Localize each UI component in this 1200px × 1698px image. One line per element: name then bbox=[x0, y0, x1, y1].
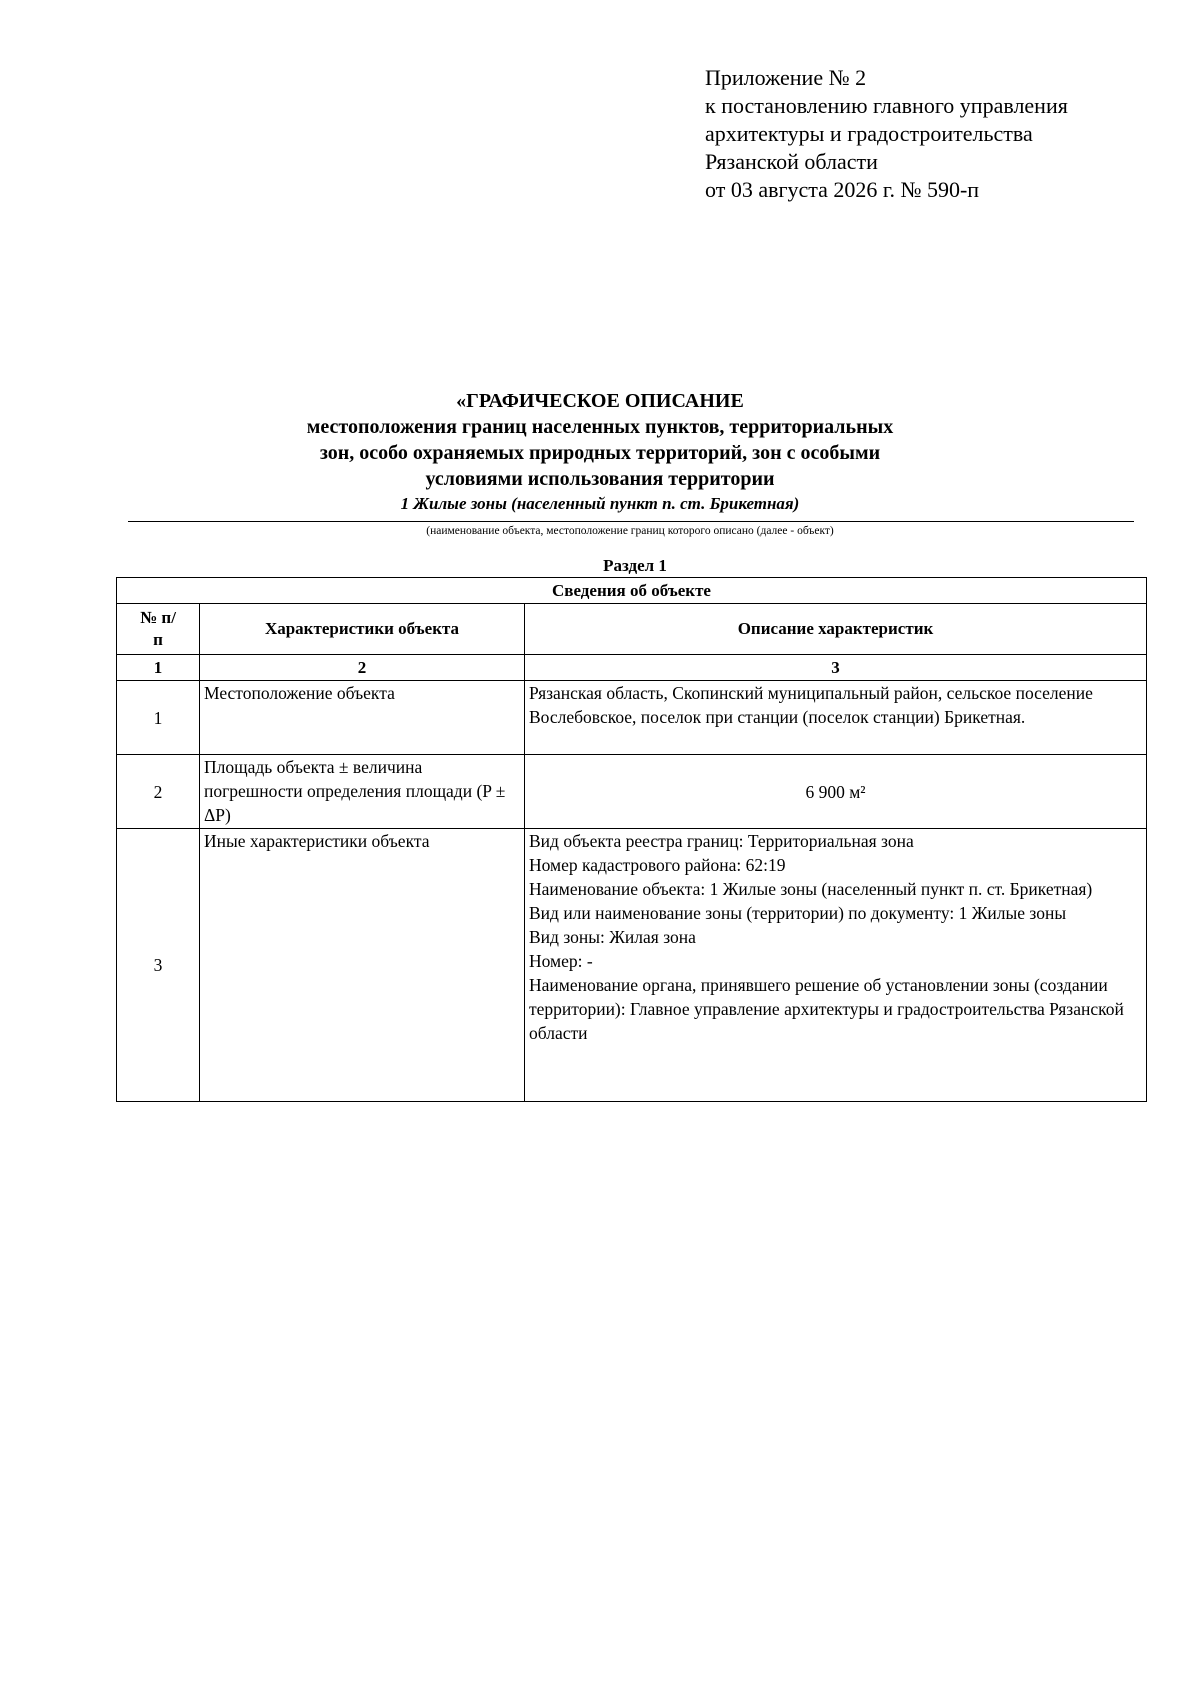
object-info-table bbox=[116, 577, 1147, 1102]
row-label: Площадь объекта ± величина погрешности определения площади (P ± ΔP) bbox=[200, 755, 525, 829]
row-value: Рязанская область, Скопинский муниципальный район, сельское поселение Вослебовское, поселок при станции (поселок станции) Брикетная. bbox=[525, 681, 1147, 755]
column-number: 1 bbox=[117, 655, 200, 681]
annex-line: Приложение № 2 bbox=[705, 65, 867, 90]
value-line: Номер кадастрового района: 62:19 bbox=[529, 855, 786, 875]
document-title: «ГРАФИЧЕСКОЕ ОПИСАНИЕ bbox=[456, 390, 744, 412]
column-number: 3 bbox=[525, 655, 1147, 681]
row-number: 3 bbox=[117, 829, 200, 1102]
value-line: Номер: - bbox=[529, 951, 593, 971]
table-row bbox=[117, 755, 1147, 829]
column-number: 2 bbox=[200, 655, 525, 681]
document-title-block bbox=[120, 388, 1080, 515]
annex-line: к постановлению главного управления bbox=[705, 93, 1068, 118]
annex-line: архитектуры и градостроительства bbox=[705, 121, 1033, 146]
annex-line: Рязанской области bbox=[705, 149, 878, 174]
header-description: Описание характеристик bbox=[525, 604, 1147, 655]
column-number-row bbox=[117, 655, 1147, 681]
document-subtitle-line: условиями использования территории bbox=[425, 468, 775, 490]
value-line: Вид объекта реестра границ: Территориальная зона bbox=[529, 831, 914, 851]
value-line: Вид или наименование зоны (территории) по документу: 1 Жилые зоны bbox=[529, 903, 1067, 923]
value-line: Вид зоны: Жилая зона bbox=[529, 927, 696, 947]
annex-line: от 03 августа 2026 г. № 590-п bbox=[705, 177, 980, 202]
object-name: 1 Жилые зоны (населенный пункт п. ст. Брикетная) bbox=[400, 494, 800, 513]
section-title: Раздел 1 bbox=[603, 556, 667, 575]
row-value bbox=[525, 829, 1147, 1102]
table-row bbox=[117, 829, 1147, 1102]
row-number: 1 bbox=[117, 681, 200, 755]
object-name-underline bbox=[128, 521, 1134, 522]
value-line: Наименование органа, принявшего решение об установлении зоны (создании территории): Главное управление архитектуры и градостроительства Рязанской области bbox=[529, 975, 1124, 1043]
annex-header bbox=[705, 64, 1068, 204]
table-row bbox=[117, 681, 1147, 755]
table-caption: Сведения об объекте bbox=[117, 578, 1147, 604]
row-label: Иные характеристики объекта bbox=[200, 829, 525, 1102]
header-number bbox=[117, 604, 200, 655]
document-subtitle-line: местоположения границ населенных пунктов, территориальных bbox=[306, 416, 894, 438]
row-label: Местоположение объекта bbox=[200, 681, 525, 755]
row-number: 2 bbox=[117, 755, 200, 829]
value-line: Наименование объекта: 1 Жилые зоны (населенный пункт п. ст. Брикетная) bbox=[529, 879, 1093, 899]
header-number-label: № п/п bbox=[140, 608, 176, 649]
table-header-row bbox=[117, 604, 1147, 655]
table-caption-row bbox=[117, 578, 1147, 604]
row-value: 6 900 м² bbox=[525, 755, 1147, 829]
document-subtitle-line: зон, особо охраняемых природных территорий, зон с особыми bbox=[319, 442, 881, 464]
object-name-caption: (наименование объекта, местоположение границ которого описано (далее - объект) bbox=[426, 525, 834, 537]
header-characteristics: Характеристики объекта bbox=[200, 604, 525, 655]
